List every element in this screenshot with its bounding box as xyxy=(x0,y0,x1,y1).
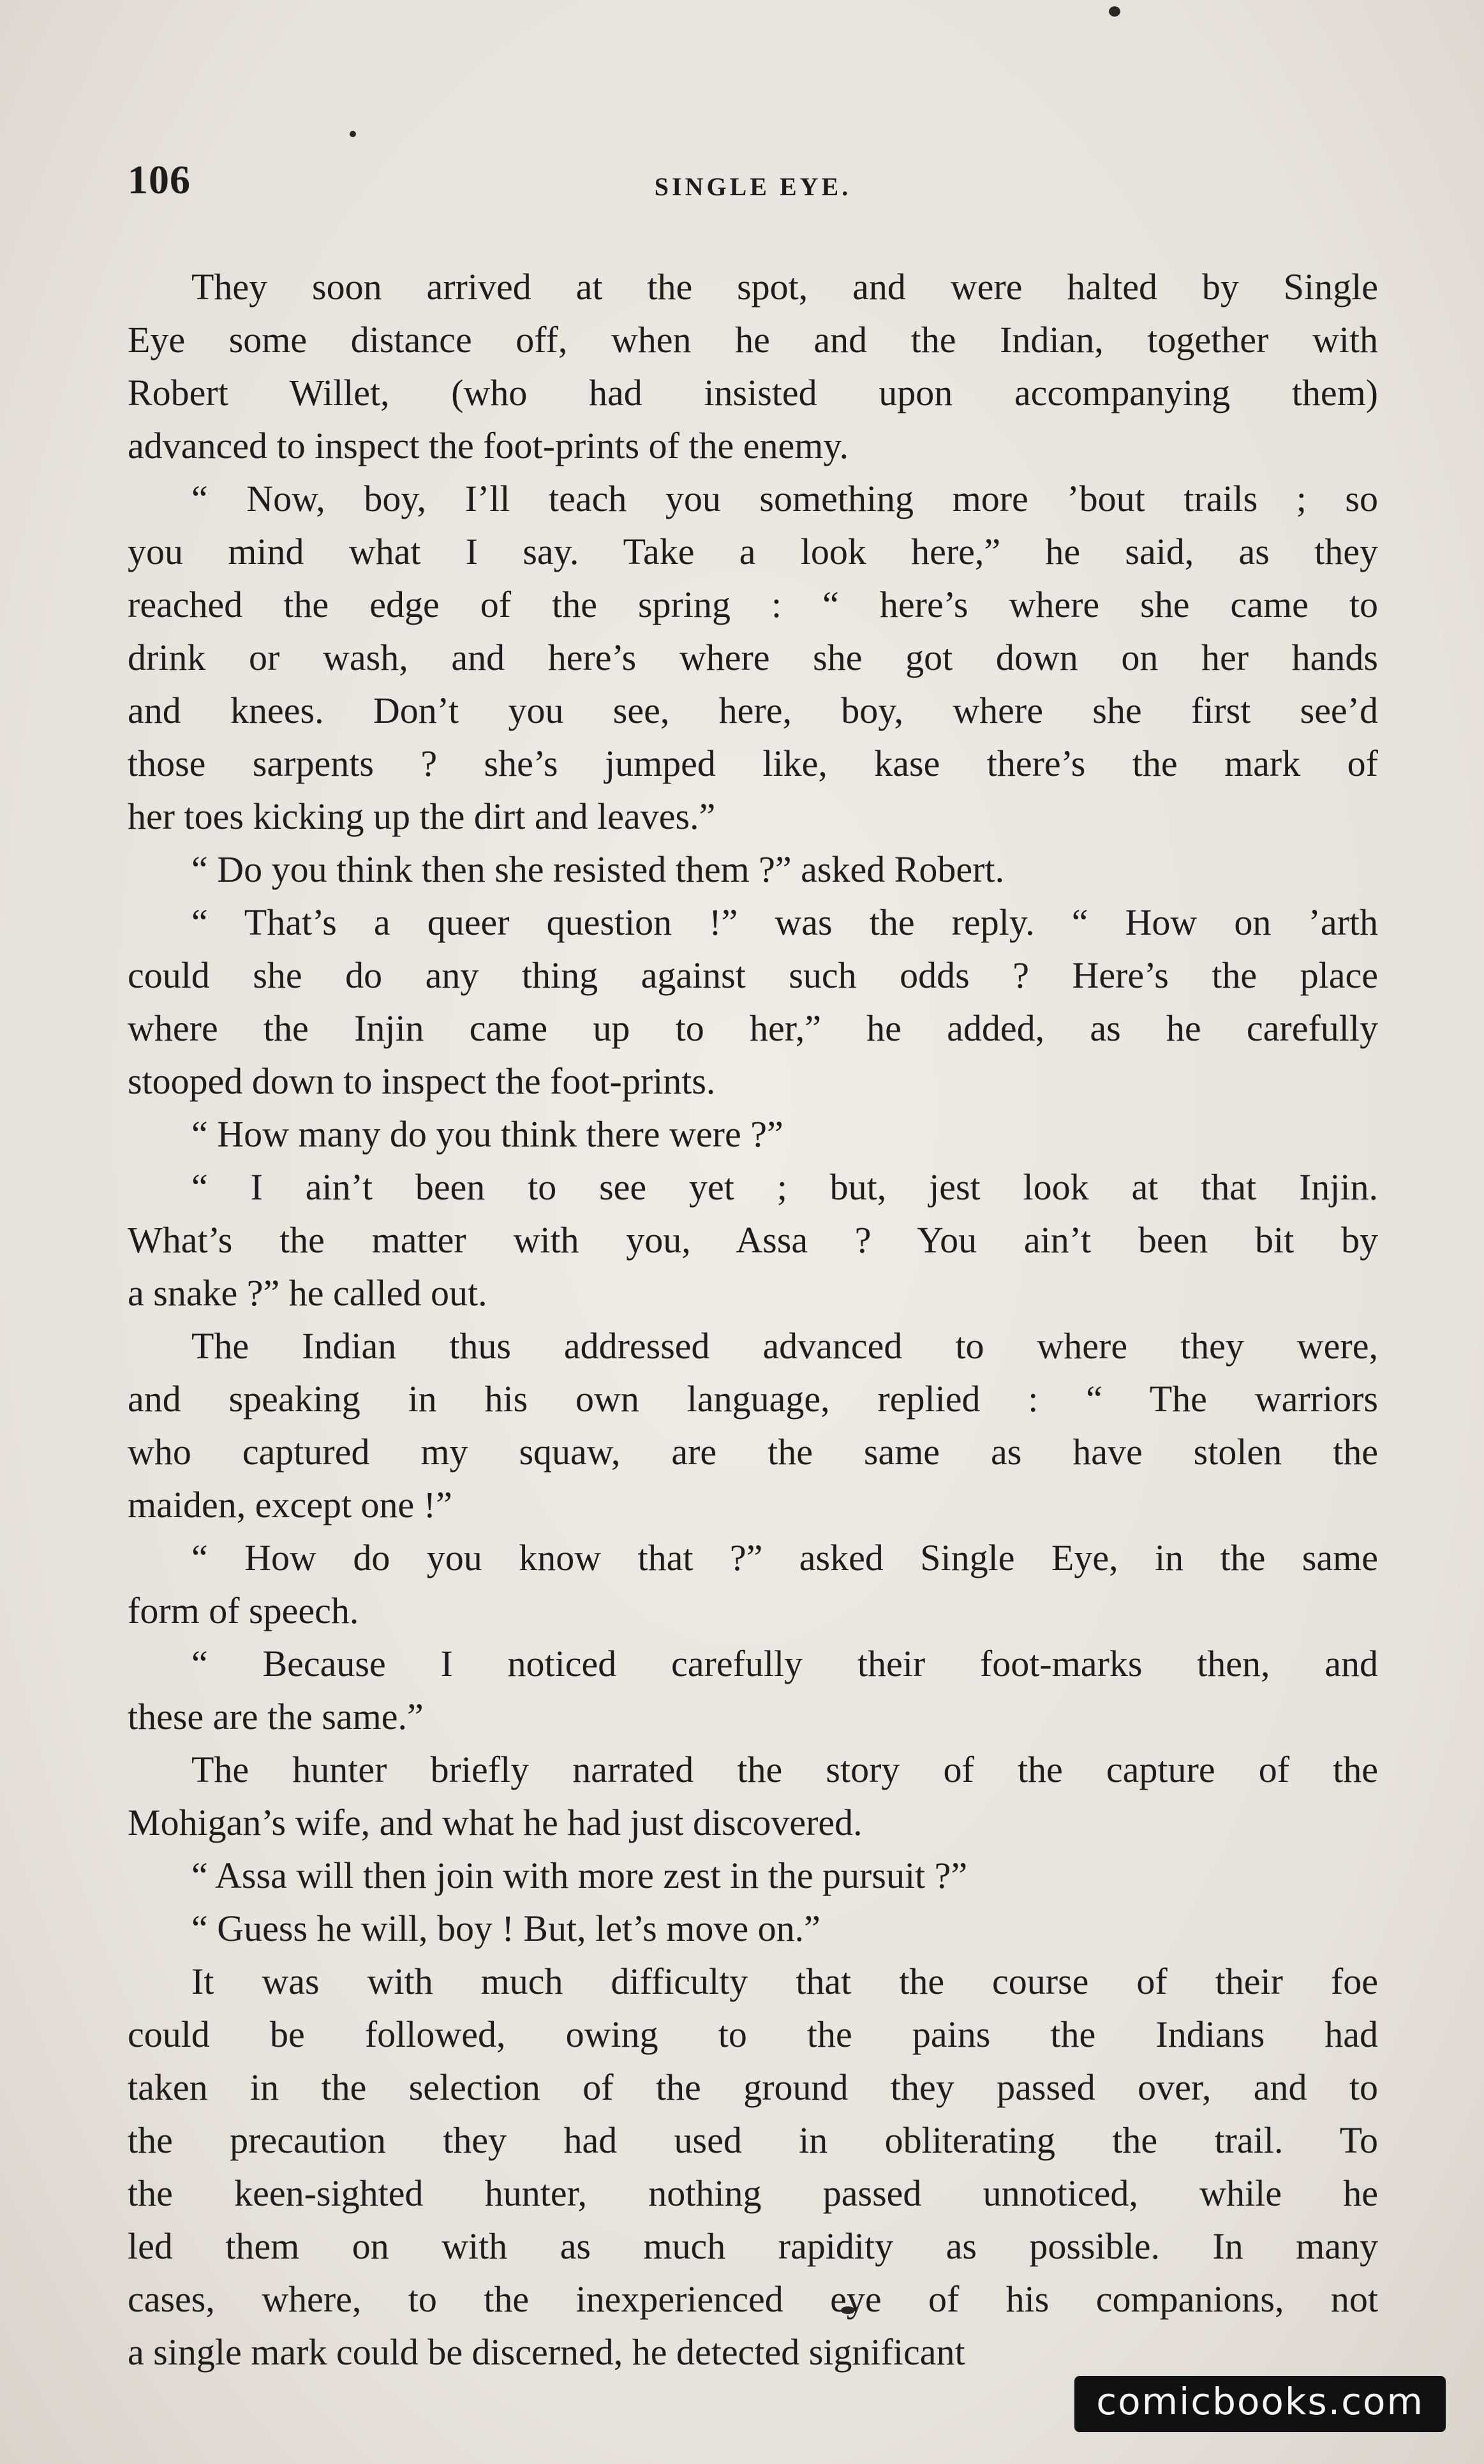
text-line: The hunter briefly narrated the story of the capture of the xyxy=(191,1749,1378,1790)
text-line: could she do any thing against such odds ? Here’s the place xyxy=(128,954,1378,996)
ink-spot xyxy=(1109,6,1120,17)
text-line: these are the same.” xyxy=(128,1696,424,1737)
page-number: 106 xyxy=(128,157,191,202)
text-line: “ How do you know that ?” asked Single Eye, in the same xyxy=(191,1537,1378,1578)
text-line: the precaution they had used in obliterating the trail. To xyxy=(128,2119,1378,2161)
text-line: “ That’s a queer question !” was the reply. “ How on ’arth xyxy=(191,902,1378,943)
text-line: a single mark could be discerned, he detected significant xyxy=(128,2331,965,2373)
running-title: SINGLE EYE. xyxy=(654,172,852,201)
text-line: where the Injin came up to her,” he added, as he carefully xyxy=(128,1007,1378,1049)
text-line: the keen-sighted hunter, nothing passed unnoticed, while he xyxy=(128,2172,1378,2214)
text-line: reached the edge of the spring : “ here’s where she came to xyxy=(128,584,1378,625)
text-line: who captured my squaw, are the same as have stolen the xyxy=(128,1431,1378,1473)
paragraph xyxy=(128,1902,1378,1955)
text-line: What’s the matter with you, Assa ? You ain’t been bit by xyxy=(128,1219,1378,1261)
text-line: maiden, except one !” xyxy=(128,1484,452,1525)
paragraph xyxy=(128,1849,1378,1902)
text-line: and speaking in his own language, replied : “ The warriors xyxy=(128,1378,1378,1420)
body-text xyxy=(128,260,1378,2379)
text-line: a snake ?” he called out. xyxy=(128,1272,487,1314)
paragraph xyxy=(128,1637,1378,1743)
text-line: Mohigan’s wife, and what he had just discovered. xyxy=(128,1802,863,1843)
text-line: taken in the selection of the ground they passed over, and to xyxy=(128,2067,1378,2108)
paragraph xyxy=(128,896,1378,1108)
paragraph xyxy=(128,1161,1378,1319)
paragraph xyxy=(128,1108,1378,1161)
text-line: The Indian thus addressed advanced to where they were, xyxy=(191,1325,1378,1367)
text-line: stooped down to inspect the foot-prints. xyxy=(128,1060,716,1102)
text-line: Robert Willet, (who had insisted upon accompanying them) xyxy=(128,372,1378,413)
text-line: “ Now, boy, I’ll teach you something more ’bout trails ; so xyxy=(191,478,1378,519)
text-line: her toes kicking up the dirt and leaves.” xyxy=(128,796,716,837)
text-line: “ Because I noticed carefully their foot-marks then, and xyxy=(191,1643,1378,1684)
text-line: could be followed, owing to the pains the Indians had xyxy=(128,2014,1378,2055)
text-line: They soon arrived at the spot, and were halted by Single xyxy=(191,266,1378,308)
text-line: “ Guess he will, boy ! But, let’s move on.” xyxy=(191,1908,820,1949)
text-line: It was with much difficulty that the course of their foe xyxy=(191,1961,1378,2002)
watermark-logo: comicbooks.com xyxy=(1074,2376,1446,2432)
paragraph xyxy=(128,1955,1378,2379)
text-line: form of speech. xyxy=(128,1590,359,1631)
text-line: you mind what I say. Take a look here,” he said, as they xyxy=(128,531,1378,572)
text-line: and knees. Don’t you see, here, boy, where she first see’d xyxy=(128,690,1378,731)
text-line: “ Assa will then join with more zest in the pursuit ?” xyxy=(191,1855,968,1896)
text-line: “ How many do you think there were ?” xyxy=(191,1113,783,1155)
text-line: those sarpents ? she’s jumped like, kase there’s the mark of xyxy=(128,743,1378,784)
page-header xyxy=(128,156,1378,207)
text-line: advanced to inspect the foot-prints of the enemy. xyxy=(128,425,849,466)
text-line: “ Do you think then she resisted them ?” asked Robert. xyxy=(191,849,1005,890)
paragraph xyxy=(128,472,1378,843)
text-line: drink or wash, and here’s where she got down on her hands xyxy=(128,637,1378,678)
paragraph xyxy=(128,843,1378,896)
paragraph xyxy=(128,1319,1378,1531)
paragraph xyxy=(128,1531,1378,1637)
paragraph xyxy=(128,260,1378,472)
text-line: Eye some distance off, when he and the Indian, together with xyxy=(128,319,1378,360)
text-line: “ I ain’t been to see yet ; but, jest look at that Injin. xyxy=(191,1166,1378,1208)
text-line: led them on with as much rapidity as possible. In many xyxy=(128,2225,1378,2267)
text-line: cases, where, to the inexperienced eye of his companions, not xyxy=(128,2278,1378,2320)
ink-spot xyxy=(350,131,356,137)
paragraph xyxy=(128,1743,1378,1849)
